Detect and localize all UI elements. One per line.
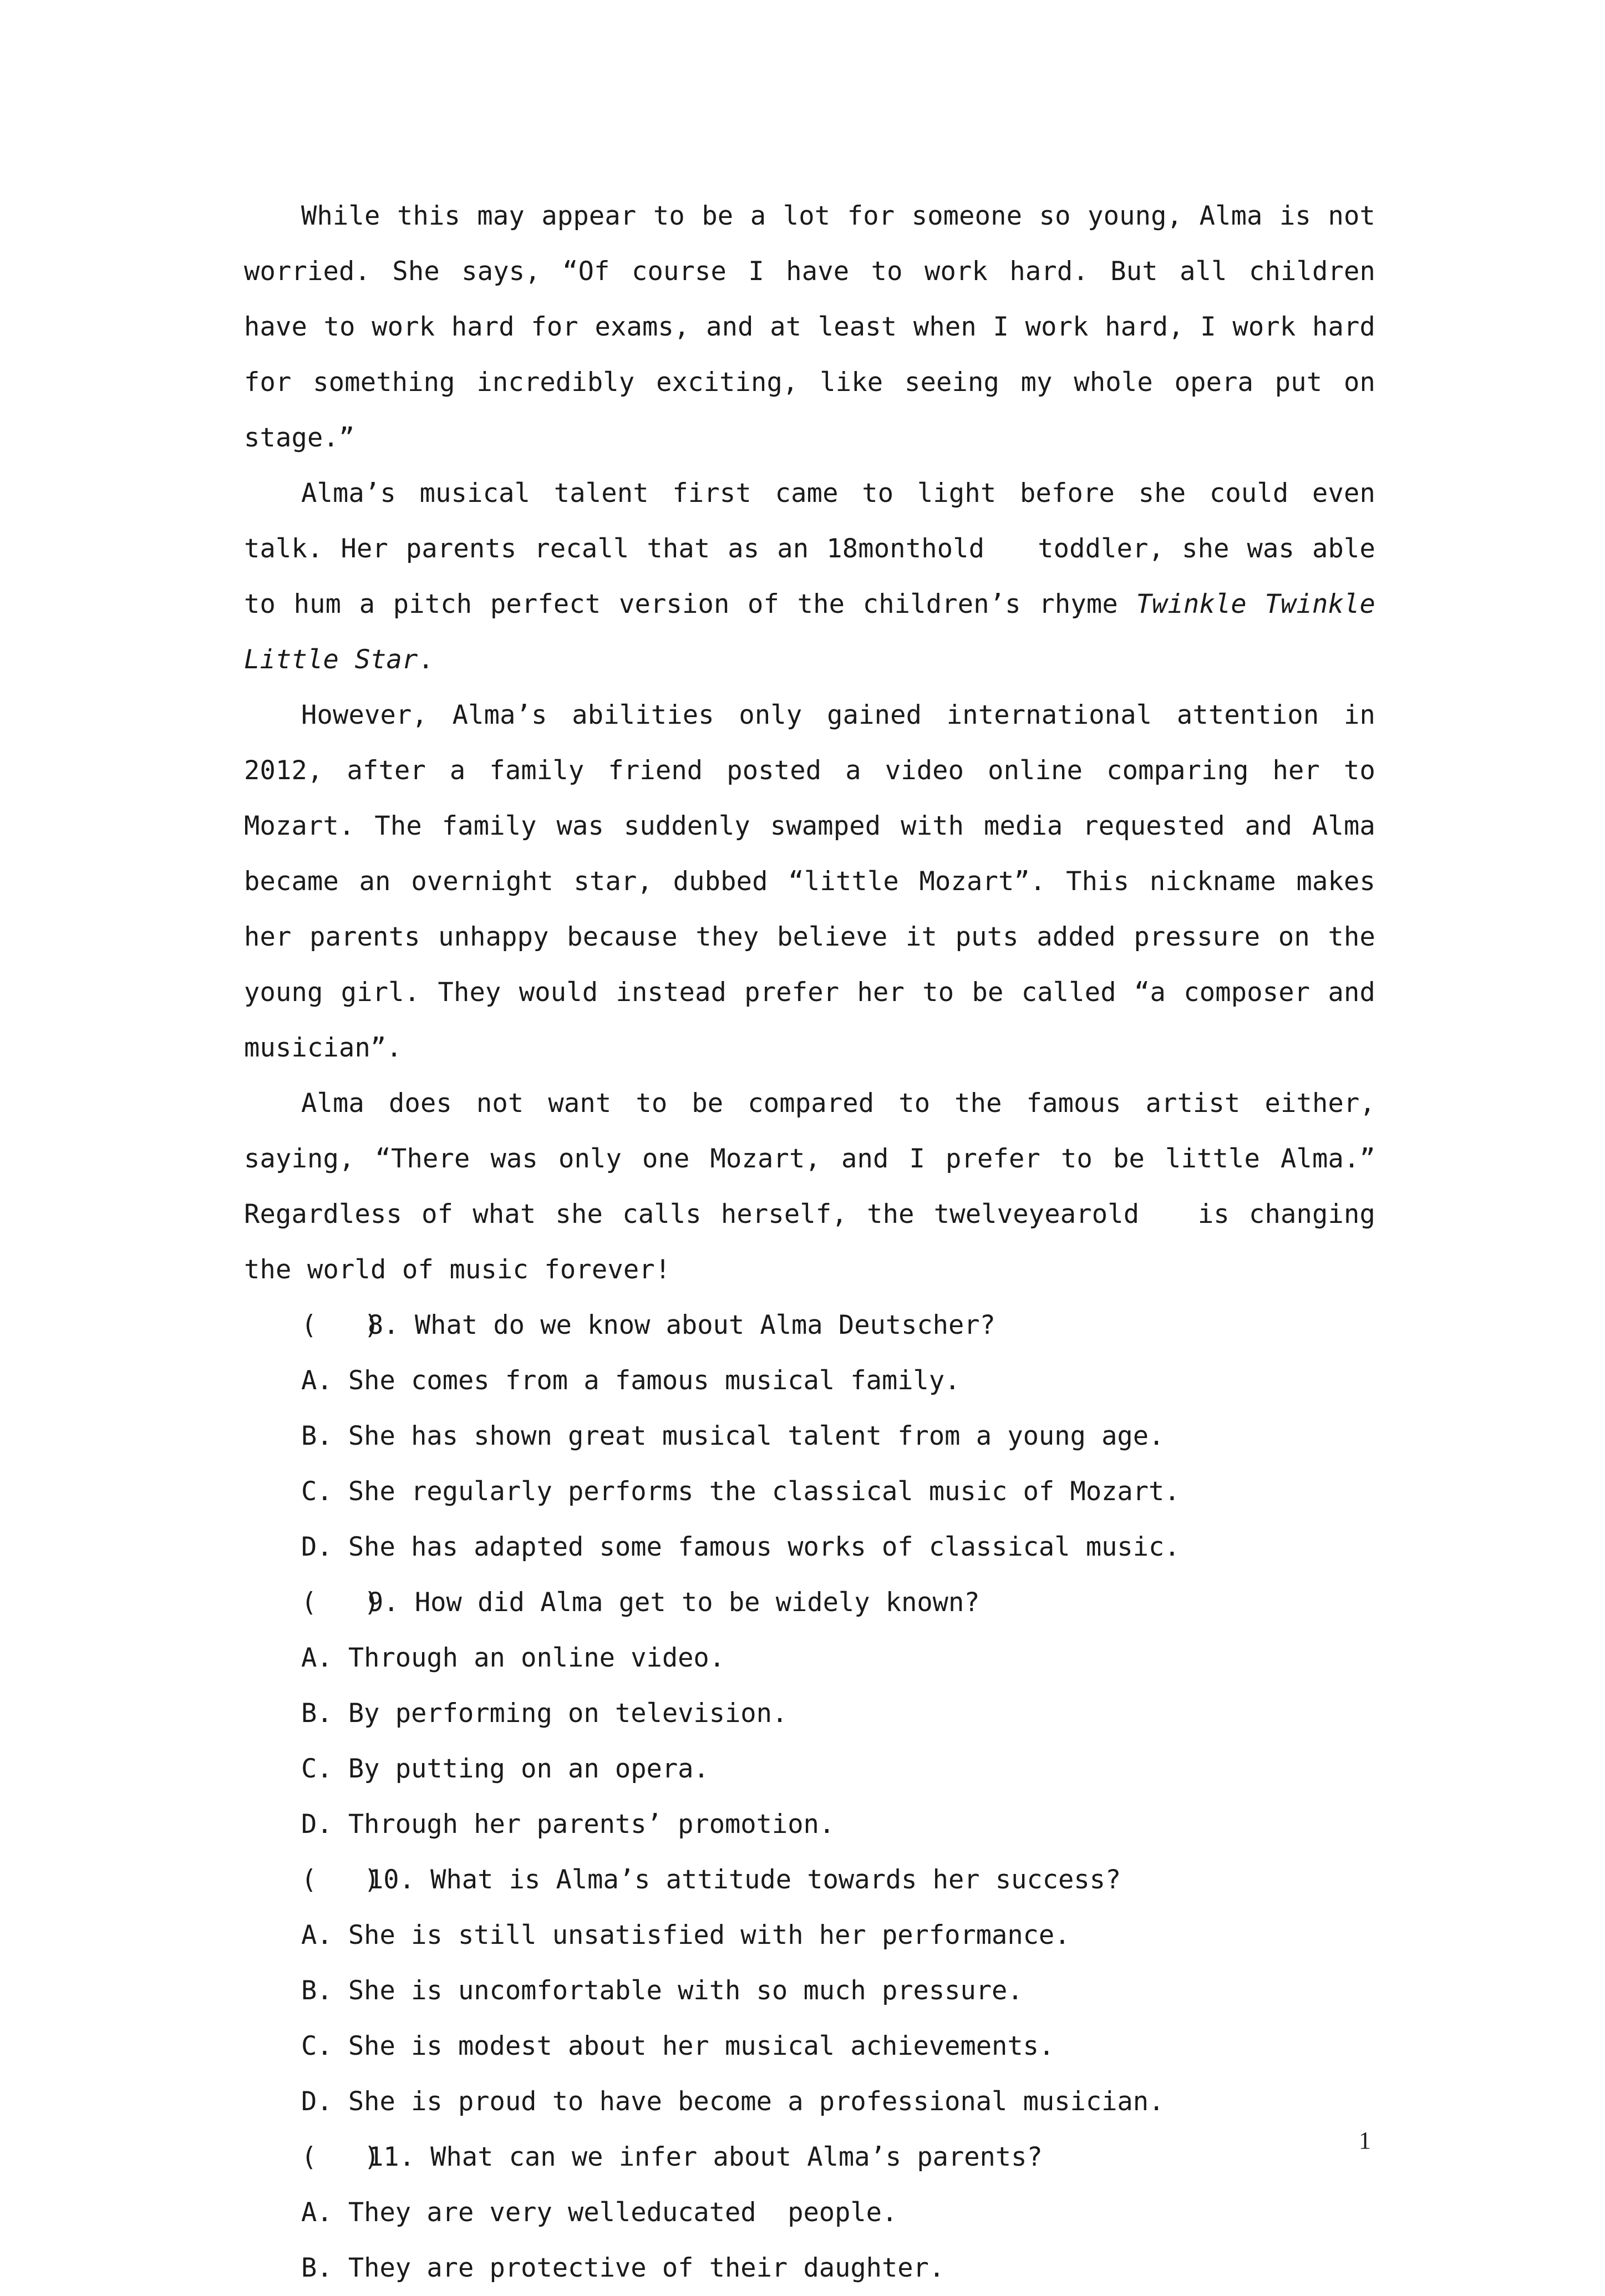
question-text: 9. How did Alma get to be widely known? <box>368 1587 980 1618</box>
question-11 <box>244 2130 1375 2296</box>
option-c: C. She regularly performs the classical music of Mozart. <box>301 1476 1180 1507</box>
passage-paragraph-2 <box>244 466 1375 688</box>
answer-blank[interactable]: ( ) <box>301 2142 380 2172</box>
question-9 <box>244 1575 1375 1852</box>
answer-blank[interactable]: ( ) <box>301 1587 380 1618</box>
option-c: C. She is modest about her musical achievements. <box>301 2031 1055 2061</box>
answer-blank[interactable]: ( ) <box>301 1865 380 1895</box>
paragraph-2-end: . <box>418 644 434 675</box>
question-text: 10. What is Alma’s attitude towards her success? <box>368 1865 1121 1895</box>
option-a: A. She comes from a famous musical family. <box>301 1365 961 1396</box>
question-stem <box>244 1852 1375 1908</box>
question-8 <box>244 1298 1375 1575</box>
page-number: 1 <box>1359 2127 1371 2154</box>
option-d: D. She has adapted some famous works of classical music. <box>301 1532 1180 1562</box>
option-a: A. Through an online video. <box>301 1643 725 1673</box>
question-stem <box>244 1575 1375 1630</box>
question-stem <box>244 2130 1375 2185</box>
answer-blank[interactable]: ( ) <box>301 1310 380 1340</box>
question-text: 11. What can we infer about Alma’s parents? <box>368 2142 1043 2172</box>
option-a: A. They are very welleducated people. <box>301 2197 898 2228</box>
rhyme-title: Twinkle Twinkle Little Star <box>244 589 1375 675</box>
paragraph-2-text: Alma’s musical talent first came to light before she could even talk. Her parents recall that as an 18monthold toddler, she was able to hum a pitch perfect version of the children’s rhyme <box>244 478 1375 619</box>
passage-paragraph-1: While this may appear to be a lot for someone so young, Alma is not worried. She says, “Of course I have to work hard. But all children have to work hard for exams, and at least when I work hard, I work hard for something incredibly exciting, like seeing my whole opera put on stage.” <box>244 201 1375 453</box>
option-b: B. They are protective of their daughter. <box>301 2253 945 2283</box>
option-b: B. By performing on television. <box>301 1698 788 1729</box>
question-text: 8. What do we know about Alma Deutscher? <box>368 1310 995 1340</box>
document-page <box>244 189 1375 2296</box>
option-b: B. She has shown great musical talent from a young age. <box>301 1421 1165 1451</box>
option-d: D. She is proud to have become a professional musician. <box>301 2086 1165 2117</box>
passage-paragraph-3: However, Alma’s abilities only gained international attention in 2012, after a family friend posted a video online comparing her to Mozart. The family was suddenly swamped with media requested and Alma became an overnight star, dubbed “little Mozart”. This nickname makes her parents unhappy because they believe it puts added pressure on the young girl. They would instead prefer her to be called “a composer and musician”. <box>244 700 1375 1063</box>
option-c: C. By putting on an opera. <box>301 1754 709 1784</box>
option-d: D. Through her parents’ promotion. <box>301 1809 835 1840</box>
option-b: B. She is uncomfortable with so much pressure. <box>301 1975 1023 2006</box>
option-a: A. She is still unsatisfied with her performance. <box>301 1920 1070 1950</box>
question-stem <box>244 1298 1375 1353</box>
passage-paragraph-4: Alma does not want to be compared to the famous artist either, saying, “There was only one Mozart, and I prefer to be little Alma.” Regardless of what she calls herself, the twelveyearold is changing the world of music forever! <box>244 1088 1375 1285</box>
question-10 <box>244 1852 1375 2130</box>
